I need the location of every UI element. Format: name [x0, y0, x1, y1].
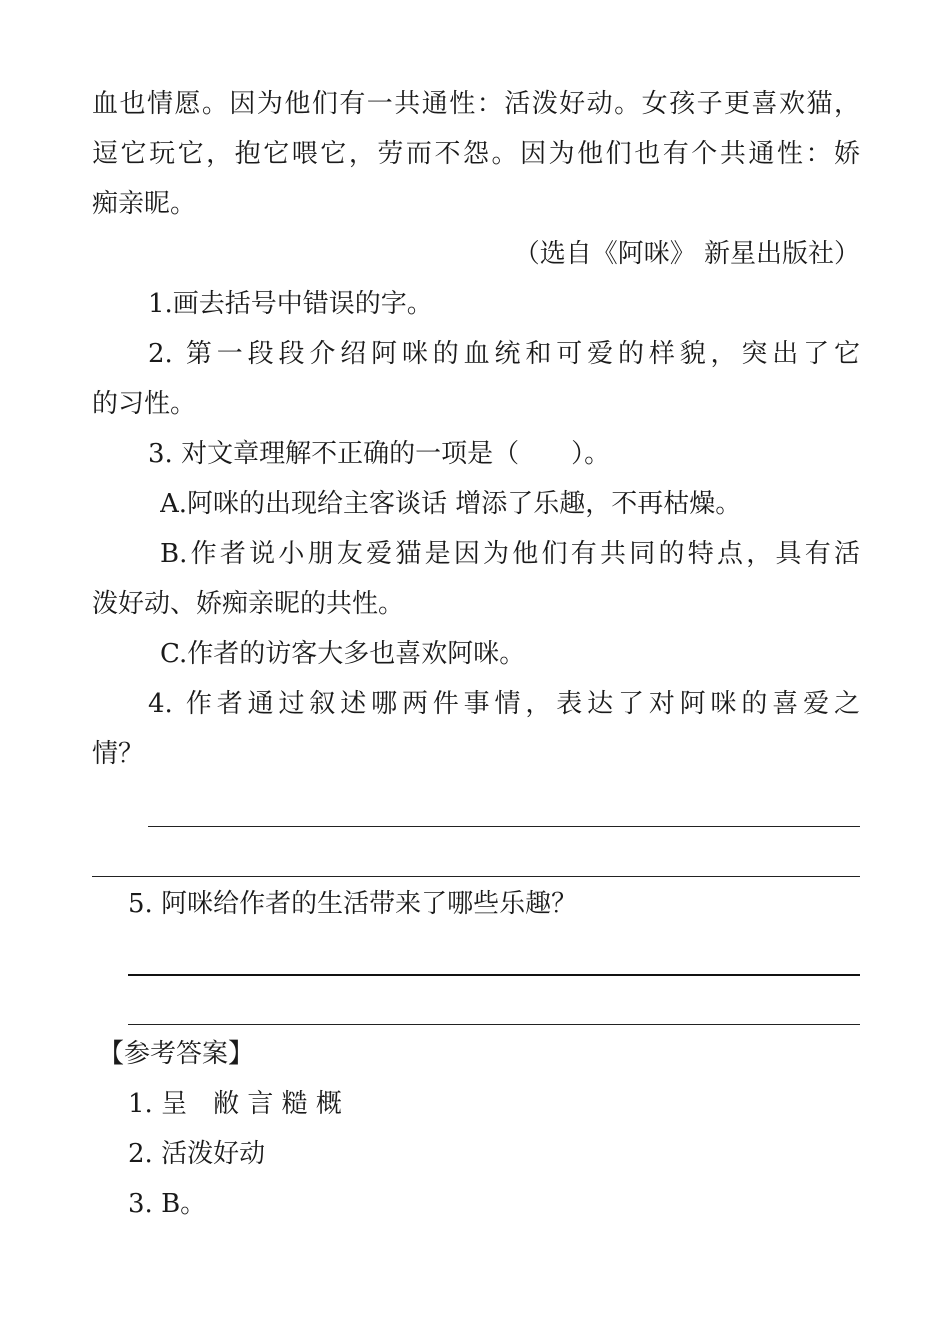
question-5: 5. 阿咪给作者的生活带来了哪些乐趣？ — [128, 889, 578, 919]
question-4-line-1: 4. 作者通过叙述哪两件事情，表达了对阿咪的喜爱之 — [148, 689, 860, 719]
question-3-option-c: C.作者的访客大多也喜欢阿咪。 — [160, 639, 526, 669]
question-1: 1.画去括号中错误的字。 — [148, 289, 433, 319]
answer-line-q4-2 — [92, 876, 860, 877]
question-3: 3. 对文章理解不正确的一项是（ ）。 — [148, 439, 611, 469]
passage-line-1: 血也情愿。因为他们有一共通性：活泼好动。女孩子更喜欢猫， — [92, 89, 860, 119]
question-3-option-a: A.阿咪的出现给主客谈话 增添了乐趣，不再枯燥。 — [160, 489, 742, 519]
answer-2: 2. 活泼好动 — [128, 1139, 266, 1169]
answer-line-q5-1 — [128, 974, 860, 976]
passage-line-2: 逗它玩它，抱它喂它，劳而不怨。因为他们也有个共通性：娇 — [92, 139, 860, 169]
question-2-line-2: 的习性。 — [92, 389, 197, 419]
answer-line-q5-2 — [128, 1024, 860, 1025]
question-4-line-2: 情？ — [92, 739, 145, 769]
answer-1: 1. 呈 敝 言 糙 概 — [128, 1089, 342, 1119]
question-3-option-b-line-2: 泼好动、娇痴亲昵的共性。 — [92, 589, 405, 619]
passage-line-3: 痴亲昵。 — [92, 189, 197, 219]
passage-source: （选自《阿咪》 新星出版社） — [513, 239, 860, 269]
answer-line-q4-1 — [148, 826, 860, 827]
answer-3: 3. B。 — [128, 1189, 207, 1219]
question-2-line-1: 2. 第一段段介绍阿咪的血统和可爱的样貌，突出了它 — [148, 339, 860, 369]
answers-header: 【参考答案】 — [98, 1039, 255, 1069]
question-3-option-b-line-1: B.作者说小朋友爱猫是因为他们有共同的特点，具有活 — [160, 539, 860, 569]
